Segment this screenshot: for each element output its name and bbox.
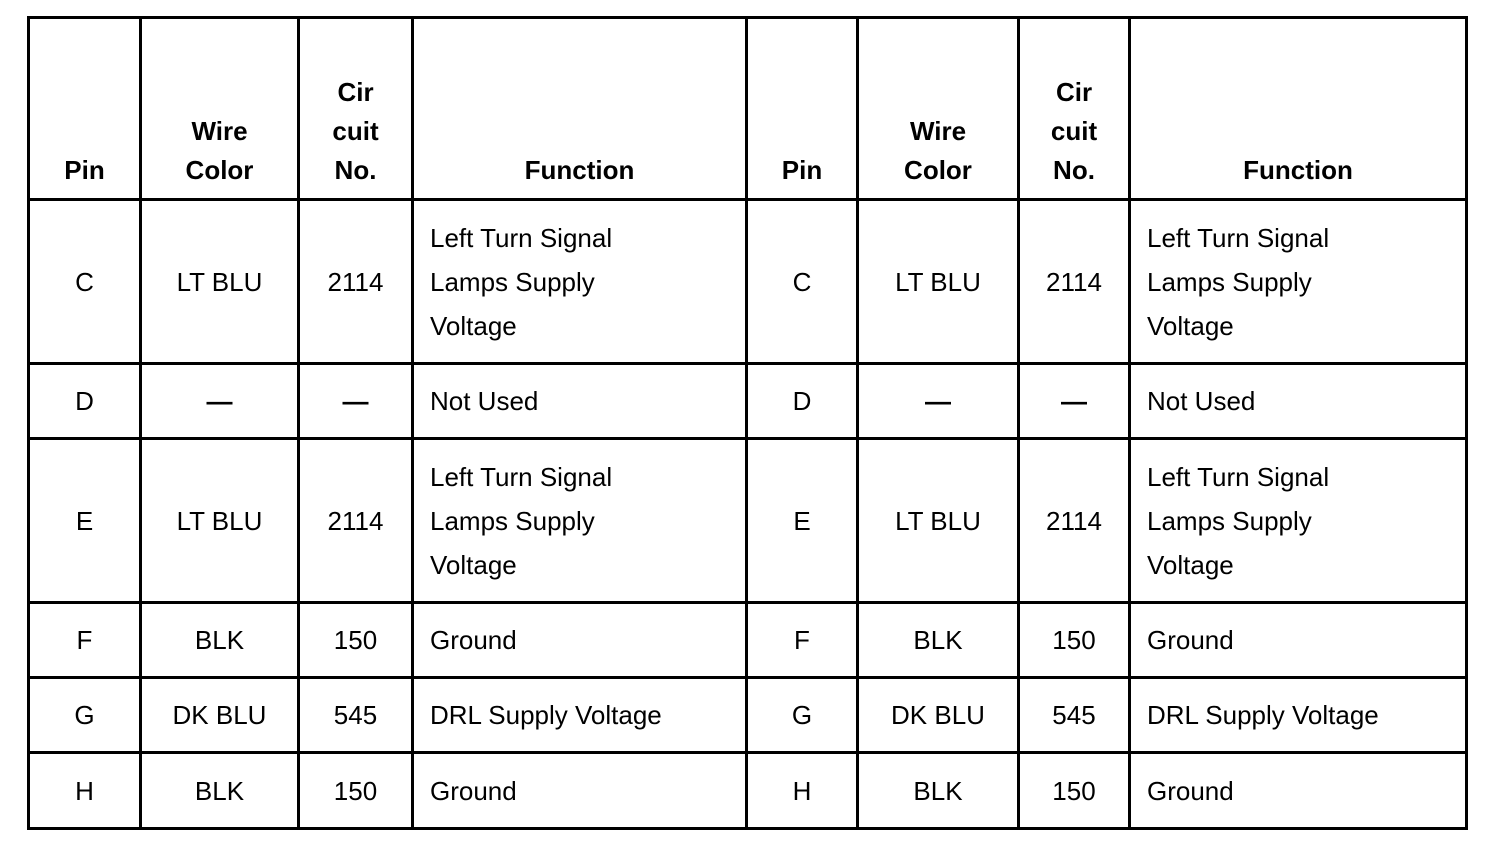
function-cell xyxy=(413,603,747,678)
wire-color-cell: BLK xyxy=(141,603,299,678)
wire-color-cell: DK BLU xyxy=(141,678,299,753)
function-cell xyxy=(1130,439,1467,603)
function-line: Left Turn Signal xyxy=(430,222,613,253)
header-circuit-no: Cir cuit No. xyxy=(299,18,413,200)
pin-cell: C xyxy=(747,200,858,364)
wire-color-cell: DK BLU xyxy=(858,678,1019,753)
pin-cell: E xyxy=(747,439,858,603)
dash-placeholder: — xyxy=(206,386,233,416)
function-line: Lamps Supply xyxy=(1147,266,1312,297)
header-function: Function xyxy=(413,18,747,200)
pin-cell: F xyxy=(747,603,858,678)
table-row xyxy=(29,200,1467,364)
function-line: Not Used xyxy=(430,386,539,416)
table-row xyxy=(29,678,1467,753)
circuit-no-cell: 150 xyxy=(1019,603,1130,678)
header-wire-color: Wire Color xyxy=(858,18,1019,200)
header-wire-color: Wire Color xyxy=(141,18,299,200)
circuit-no-cell: 2114 xyxy=(1019,200,1130,364)
function-line: Lamps Supply xyxy=(430,266,595,297)
dash-placeholder: — xyxy=(925,386,951,416)
function-cell xyxy=(1130,753,1467,829)
circuit-no-cell: 2114 xyxy=(1019,439,1130,603)
function-line: Ground xyxy=(430,625,517,655)
function-cell xyxy=(413,200,747,364)
pin-cell: C xyxy=(29,200,141,364)
header-circuit-no: Cir cuit No. xyxy=(1019,18,1130,200)
table-row xyxy=(29,603,1467,678)
pin-cell: G xyxy=(29,678,141,753)
wire-color-cell: LT BLU xyxy=(141,200,299,364)
table-row xyxy=(29,364,1467,439)
table-row xyxy=(29,439,1467,603)
function-line: Left Turn Signal xyxy=(430,461,613,492)
function-cell xyxy=(1130,678,1467,753)
function-line: Left Turn Signal xyxy=(1147,461,1330,492)
header-row xyxy=(29,18,1467,200)
function-line: Lamps Supply xyxy=(430,505,595,536)
function-line: Voltage xyxy=(1147,310,1234,341)
dash-placeholder: — xyxy=(1061,386,1087,416)
function-line: DRL Supply Voltage xyxy=(430,700,662,730)
pin-cell: G xyxy=(747,678,858,753)
wire-color-cell: BLK xyxy=(141,753,299,829)
function-line: Ground xyxy=(1147,625,1234,655)
wire-color-cell: LT BLU xyxy=(858,200,1019,364)
circuit-no-cell: 545 xyxy=(1019,678,1130,753)
function-line: Lamps Supply xyxy=(1147,505,1312,536)
circuit-no-cell: 2114 xyxy=(299,200,413,364)
function-line: Left Turn Signal xyxy=(1147,222,1330,253)
circuit-no-cell xyxy=(1019,364,1130,439)
function-line: Not Used xyxy=(1147,386,1256,416)
function-cell xyxy=(413,753,747,829)
circuit-no-cell xyxy=(299,364,413,439)
function-cell xyxy=(413,678,747,753)
circuit-no-cell: 2114 xyxy=(299,439,413,603)
wire-color-cell: BLK xyxy=(858,603,1019,678)
pin-cell: F xyxy=(29,603,141,678)
header-pin: Pin xyxy=(747,18,858,200)
connector-pinout-table xyxy=(27,16,1468,830)
wire-color-cell xyxy=(858,364,1019,439)
dash-placeholder: — xyxy=(342,386,369,416)
pin-cell: D xyxy=(29,364,141,439)
header-pin: Pin xyxy=(29,18,141,200)
pin-cell: D xyxy=(747,364,858,439)
pin-cell: E xyxy=(29,439,141,603)
pin-cell: H xyxy=(29,753,141,829)
function-cell xyxy=(1130,603,1467,678)
circuit-no-cell: 150 xyxy=(1019,753,1130,829)
circuit-no-cell: 545 xyxy=(299,678,413,753)
function-line: Voltage xyxy=(1147,549,1234,580)
function-cell xyxy=(1130,200,1467,364)
function-cell xyxy=(413,439,747,603)
function-line: Ground xyxy=(430,775,517,806)
function-line: DRL Supply Voltage xyxy=(1147,700,1379,730)
table-row xyxy=(29,753,1467,829)
circuit-no-cell: 150 xyxy=(299,753,413,829)
wire-color-cell: BLK xyxy=(858,753,1019,829)
function-cell xyxy=(413,364,747,439)
header-function: Function xyxy=(1130,18,1467,200)
wire-color-cell: LT BLU xyxy=(141,439,299,603)
function-line: Ground xyxy=(1147,775,1234,806)
circuit-no-cell: 150 xyxy=(299,603,413,678)
function-cell xyxy=(1130,364,1467,439)
wire-color-cell: LT BLU xyxy=(858,439,1019,603)
wire-color-cell xyxy=(141,364,299,439)
function-line: Voltage xyxy=(430,310,517,341)
pin-cell: H xyxy=(747,753,858,829)
function-line: Voltage xyxy=(430,549,517,580)
